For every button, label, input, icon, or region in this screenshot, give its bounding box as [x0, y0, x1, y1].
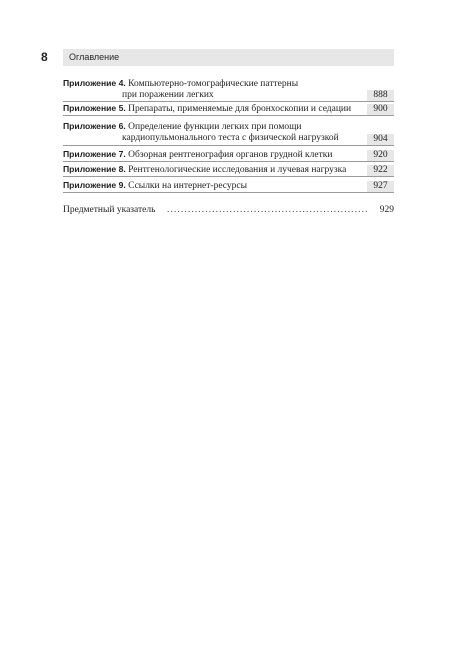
toc-entry-page: 922 [367, 165, 394, 176]
dot-leader: .......................................................... [167, 205, 369, 215]
toc-entry-label: Приложение 6. [63, 121, 126, 131]
page-number: 8 [41, 50, 48, 64]
toc-entry-title: Обзорная рентгенография органов грудной клетки [128, 150, 333, 160]
toc-entry-page: 900 [367, 104, 394, 115]
running-header [63, 49, 394, 66]
toc-entry-appendix-6[interactable] [63, 121, 394, 146]
toc-entry-label: Приложение 9. [63, 180, 126, 190]
toc-entry-title: Рентгенологические исследования и лучевая нагрузка [128, 165, 347, 175]
toc-entry-page: 904 [367, 134, 394, 145]
toc-entry-label: Приложение 7. [63, 149, 126, 159]
toc-entry-appendix-4[interactable] [63, 78, 394, 102]
toc-entry-title-continuation: кардиопульмонального теста с физической нагрузкой [122, 132, 339, 143]
subject-index-label: Предметный указатель [63, 205, 156, 215]
toc-entry-appendix-7[interactable] [63, 148, 394, 162]
toc-entry-appendix-9[interactable] [63, 179, 394, 193]
toc-entry-label: Приложение 4. [63, 78, 126, 88]
toc-entry-label: Приложение 5. [63, 103, 126, 113]
toc-entry-page: 927 [367, 181, 394, 192]
toc-entry-appendix-5[interactable] [63, 103, 394, 116]
toc-entry-title: Определение функции легких при помощи [128, 122, 302, 132]
toc-entry-page: 920 [367, 150, 394, 161]
running-header-title: Оглавление [69, 52, 120, 62]
toc-entry-title: Ссылки на интернет-ресурсы [128, 181, 247, 191]
toc-entry-title-continuation: при поражении легких [122, 89, 214, 100]
toc-entry-label: Приложение 8. [63, 164, 126, 174]
subject-index-page: 929 [379, 205, 394, 215]
toc-entry-title: Препараты, применяемые для бронхоскопии и седации [128, 104, 352, 114]
subject-index-entry[interactable] [63, 204, 394, 216]
toc-entry-title: Компьютерно-томографические паттерны [128, 79, 299, 89]
toc-entry-appendix-8[interactable] [63, 164, 394, 177]
toc-entry-page: 888 [367, 90, 394, 101]
